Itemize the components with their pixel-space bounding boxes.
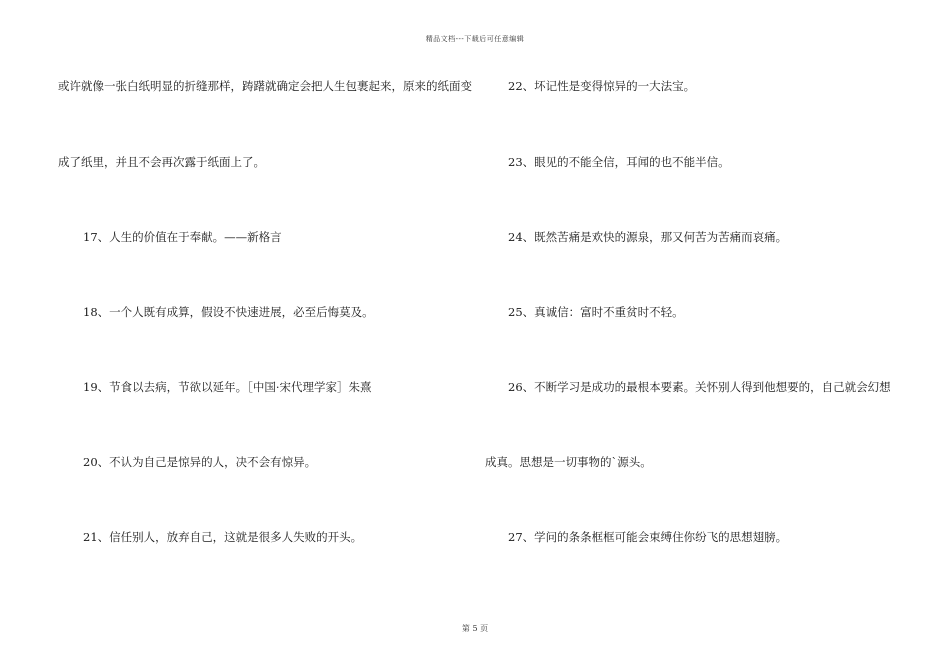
quote-23: 23、眼见的不能全信，耳闻的也不能半信。 xyxy=(508,155,730,169)
quote-21: 21、信任别人，放弃自己，这就是很多人失败的开头。 xyxy=(83,530,363,544)
quote-20: 20、不认为自己是惊异的人，决不会有惊异。 xyxy=(83,455,317,469)
quote-27: 27、学问的条条框框可能会束缚住你纷飞的思想翅膀。 xyxy=(508,530,788,544)
quote-26-continuation: 成真。思想是一切事物的`源头。 xyxy=(485,455,652,469)
left-text-line-1: 或许就像一张白纸明显的折缝那样，踌躇就确定会把人生包裹起来，原来的纸面变 xyxy=(58,79,472,93)
quote-22: 22、坏记性是变得惊异的一大法宝。 xyxy=(508,79,696,93)
page-number: 第 5 页 xyxy=(461,624,489,633)
page-header: 精品文档---下载后可任意编辑 xyxy=(425,35,525,43)
left-text-line-2: 成了纸里，并且不会再次露于纸面上了。 xyxy=(58,155,265,169)
quote-18: 18、一个人既有成算，假设不快速进展，必至后悔莫及。 xyxy=(83,305,374,319)
quote-24: 24、既然苦痛是欢快的源泉，那又何苦为苦痛而哀痛。 xyxy=(508,230,788,244)
quote-19: 19、节食以去病，节欲以延年。［中国·宋代理学家］朱熹 xyxy=(83,380,372,394)
quote-26: 26、不断学习是成功的最根本要素。关怀别人得到他想要的，自己就会幻想 xyxy=(508,380,891,394)
quote-17: 17、人生的价值在于奉献。——新格言 xyxy=(83,230,282,244)
quote-25: 25、真诚信：富时不重贫时不轻。 xyxy=(508,305,684,319)
